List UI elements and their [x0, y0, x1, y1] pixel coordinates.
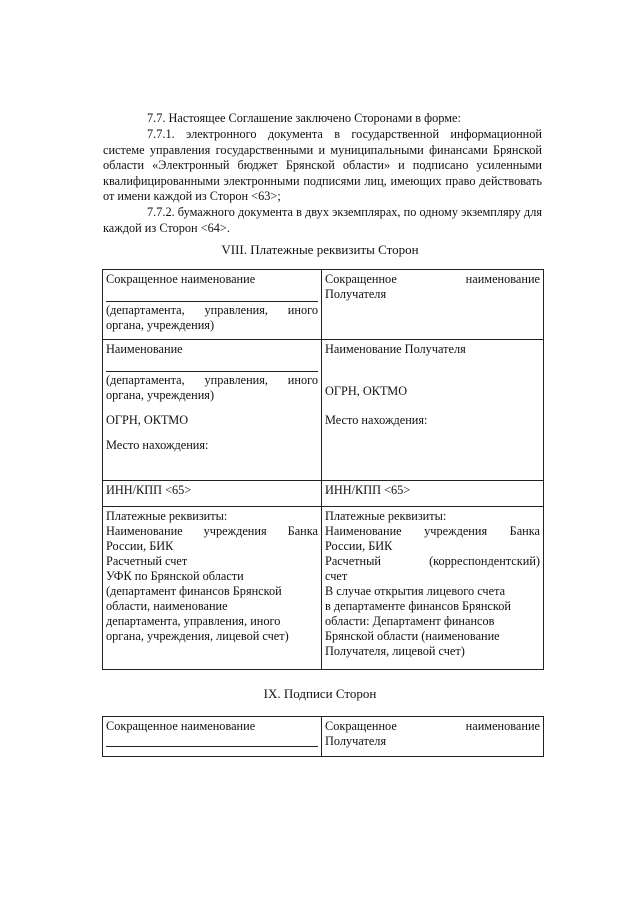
ufk-label: УФК по Брянской области	[106, 569, 244, 583]
table-cell	[103, 481, 322, 507]
payment-details-title: Платежные реквизиты:	[106, 509, 228, 523]
table-cell	[322, 481, 544, 507]
table-cell: Платежные реквизиты: Наименование учреждения Банка России, БИК Расчетный счет УФК по Брянской области (департамент финансов Брянской области, наименование департамента, управления, иного органа, учреждения, лицевой счет)	[103, 507, 322, 670]
table-cell	[322, 340, 544, 481]
signature-recipient-short-name-label: Сокращенное наименование	[325, 719, 540, 733]
table-row	[103, 717, 544, 757]
payment-requisites-table	[102, 269, 544, 670]
location-label: Место нахождения:	[106, 438, 209, 452]
section-8-title: VIII. Платежные реквизиты Сторон	[221, 242, 419, 257]
table-row	[103, 340, 544, 481]
table-cell	[103, 717, 322, 757]
name-hint: (департамента, управления, иного органа, учреждения)	[106, 373, 318, 402]
inn-label: ИНН/КПП <65>	[106, 483, 192, 497]
name-label: Наименование	[106, 342, 183, 356]
table-row	[103, 270, 544, 340]
paragraph-7-7-2: 7.7.2. бумажного документа в двух экземплярах, по одному экземпляру для каждой из Сторон <64>.	[103, 205, 542, 235]
table-cell: Сокращенное наименование Получателя	[322, 717, 544, 757]
paragraph-7-7-1: 7.7.1. электронного документа в государственной информационной системе управления государственными и муниципальными финансами Брянской области «Электронный бюджет Брянской области» и подписано усиленными квалифицированными электронными подписями лиц, имеющих право действовать от имени каждой из Сторон <63>;	[103, 127, 542, 204]
recipient-name-label: Наименование Получателя	[325, 342, 466, 356]
ogrn-label: ОГРН, ОКТМО	[106, 413, 189, 427]
dept-hint: (департамента, управления, иного органа, учреждения)	[106, 303, 318, 332]
table-cell: Сокращенное наименование Получателя	[322, 270, 544, 340]
table-row	[103, 507, 544, 670]
recipient-inn-label: ИНН/КПП <65>	[325, 483, 411, 497]
recipient-account-label: Расчетный (корреспондентский)	[325, 554, 540, 568]
recipient-ogrn-label: ОГРН, ОКТМО	[325, 384, 408, 398]
signatures-table	[102, 716, 544, 757]
ufk-hint: (департамент финансов Брянской	[106, 584, 282, 598]
recipient-short-name-label: Сокращенное наименование	[325, 272, 540, 286]
recipient-location-label: Место нахождения:	[325, 413, 428, 427]
recipient-payment-details-title: Платежные реквизиты:	[325, 509, 447, 523]
signature-short-name-label: Сокращенное наименование	[106, 719, 256, 733]
account-label: Расчетный счет	[106, 554, 188, 568]
short-name-label: Сокращенное наименование	[106, 272, 256, 286]
paragraph-7-7: 7.7. Настоящее Соглашение заключено Сторонами в форме:	[147, 111, 461, 125]
table-cell	[103, 270, 322, 340]
table-cell: Платежные реквизиты: Наименование учреждения Банка России, БИК Расчетный (корреспондентский) счет В случае открытия лицевого счета в департаменте финансов Брянской области: Департамент финансов Брянской области (наименование Получателя, лицевой счет)	[322, 507, 544, 670]
bank-label: Наименование учреждения Банка	[106, 524, 318, 538]
table-cell	[103, 340, 322, 481]
section-9-title: IX. Подписи Сторон	[263, 686, 377, 701]
signature-line	[106, 746, 318, 748]
recipient-bank-label: Наименование учреждения Банка	[325, 524, 540, 538]
table-row	[103, 481, 544, 507]
recipient-account-note: В случае открытия лицевого счета	[325, 584, 506, 598]
